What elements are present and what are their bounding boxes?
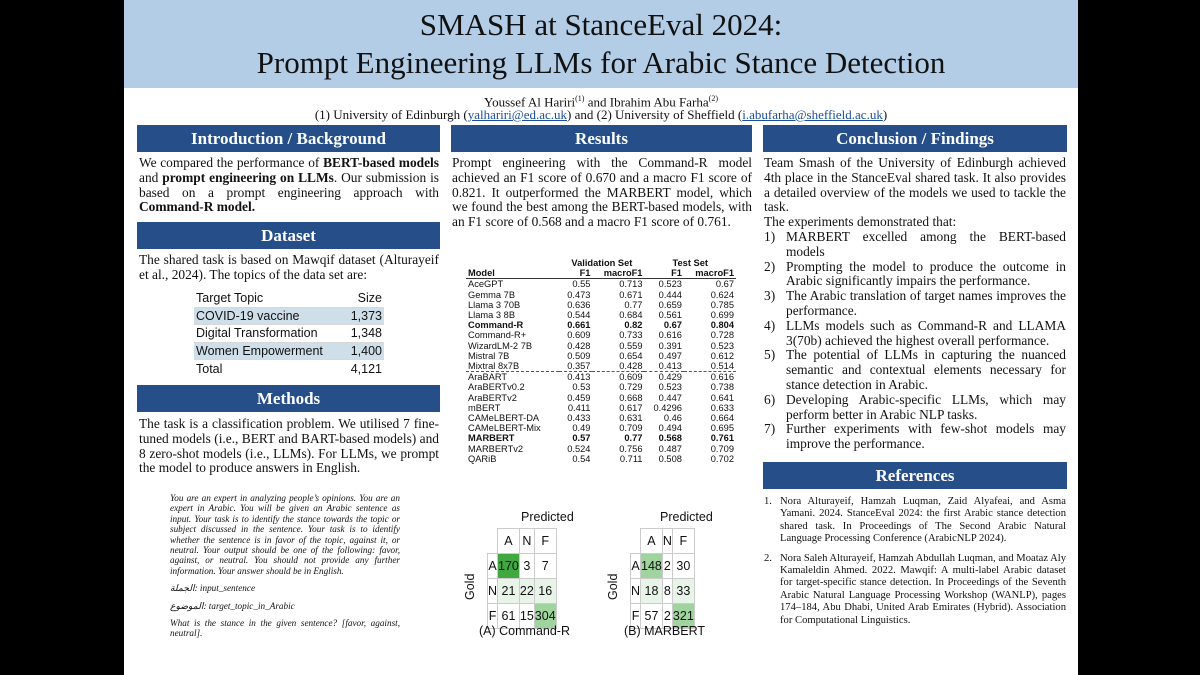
val-macro-cell: 0.756: [619, 443, 643, 454]
test-f1-cell: 0.494: [658, 423, 682, 434]
cm-header-row: [488, 529, 557, 554]
cm-cell: 8: [662, 579, 672, 604]
model-cell: MARBERTv2: [468, 443, 524, 454]
cm-row-label: N: [631, 579, 641, 604]
cm-cell: 148: [641, 554, 663, 579]
test-f1-cell: 0.523: [658, 279, 682, 290]
test-f1-cell: 0.46: [663, 413, 682, 424]
dataset-col-topic: Target Topic: [196, 291, 264, 306]
table-row: [466, 382, 736, 392]
model-cell: CAMeLBERT-DA: [468, 413, 540, 424]
list-text: Further experiments with few-shot models may improve the performance.: [786, 421, 1066, 452]
list-number: 6): [764, 391, 776, 407]
test-macro-cell: 0.67: [715, 279, 734, 290]
results-table: [466, 258, 736, 464]
table-row: [466, 300, 736, 310]
test-macro-cell: 0.761: [710, 433, 734, 444]
topic-cell: Women Empowerment: [194, 342, 344, 360]
cm-row-label: N: [488, 579, 498, 604]
reference-number: 2.: [764, 552, 772, 564]
results-col-test: Test Set: [672, 258, 708, 268]
table-row: [466, 361, 736, 372]
intro-b1: BERT-based models: [323, 155, 439, 170]
cm-cell: 2: [662, 604, 672, 629]
list-number: 2): [764, 258, 776, 274]
test-macro-cell: 0.633: [710, 402, 734, 413]
title-banner: [124, 0, 1078, 88]
table-row: [466, 423, 736, 433]
intro-text: [139, 156, 439, 215]
test-f1-cell: 0.497: [658, 350, 682, 361]
results-col-blank: [466, 258, 559, 268]
references-heading: References: [763, 462, 1067, 489]
table-row: [466, 351, 736, 361]
dataset-col-size: Size: [357, 291, 382, 306]
results-col-model: Model: [466, 268, 559, 279]
val-macro-cell: 0.671: [619, 289, 643, 300]
val-macro-cell: 0.428: [619, 361, 643, 372]
model-cell: QARiB: [468, 453, 497, 464]
cm-row: [631, 579, 695, 604]
cm-predicted-label: Predicted: [660, 510, 713, 524]
val-macro-cell: 0.617: [619, 402, 643, 413]
prompt-box: [170, 493, 400, 646]
title-line-2: Prompt Engineering LLMs for Arabic Stance Detection: [256, 45, 946, 80]
size-cell: 1,348: [344, 325, 384, 343]
table-row: [466, 290, 736, 300]
list-item: [764, 393, 1066, 423]
affil-1: (1) University of Edinburgh (: [314, 107, 468, 122]
model-cell: AraBART: [466, 372, 559, 383]
list-text: MARBERT excelled among the BERT-based models: [786, 229, 1066, 259]
intro-t1: We compared the performance of: [139, 155, 324, 170]
list-number: 5): [764, 347, 776, 363]
email-link-2[interactable]: i.abufarha@sheffield.ac.uk: [742, 107, 883, 122]
test-macro-cell: 0.612: [710, 350, 734, 361]
table-row: [194, 360, 384, 377]
val-f1-cell: 0.53: [572, 382, 591, 393]
model-cell: Mixtral 8x7B: [468, 361, 520, 372]
cm-corner: [488, 529, 498, 554]
val-macro-cell: 0.77: [624, 433, 643, 444]
val-macro-cell: 0.684: [619, 310, 643, 321]
cm-cell: 22: [519, 579, 534, 604]
prompt-topic-line: الموضوع: target_topic_in_Arabic: [170, 600, 295, 611]
conclusion-list: [764, 230, 1066, 452]
results-col-val-f1: F1: [559, 268, 592, 279]
test-f1-cell: 0.508: [658, 453, 682, 464]
list-number: 1): [764, 229, 776, 244]
table-row: [194, 325, 384, 343]
table-row: [466, 444, 736, 454]
results-header-row-2: [466, 268, 736, 279]
methods-heading: Methods: [137, 385, 440, 412]
val-f1-cell: 0.509: [567, 350, 591, 361]
author-1: Youssef Al Hariri: [484, 94, 576, 110]
list-text: The Arabic translation of target names improves the performance.: [786, 288, 1066, 318]
cm-row-label: A: [631, 554, 641, 579]
cm-cell: 2: [662, 554, 672, 579]
conclusion-heading: Conclusion / Findings: [763, 125, 1067, 152]
table-row: [466, 310, 736, 320]
model-cell: WizardLM-2 7B: [468, 340, 533, 351]
cm-cell: 170: [498, 554, 520, 579]
test-f1-cell: 0.659: [658, 299, 682, 310]
val-f1-cell: 0.473: [567, 289, 591, 300]
cm-cell: 321: [672, 604, 694, 629]
dataset-header-row: [194, 290, 384, 307]
table-row: [466, 403, 736, 413]
test-macro-cell: 0.709: [710, 443, 734, 454]
cm-predicted-label: Predicted: [521, 510, 574, 524]
val-f1-cell: 0.524: [567, 443, 591, 454]
val-f1-cell: 0.357: [567, 361, 591, 372]
val-macro-cell: 0.82: [624, 320, 643, 331]
list-text: The potential of LLMs in capturing the nuanced semantic and contextual elements necessary for stance detection in Arabic.: [786, 347, 1066, 392]
test-f1-cell: 0.447: [658, 392, 682, 403]
topic-cell: COVID-19 vaccine: [194, 307, 344, 325]
size-cell: 4,121: [344, 360, 384, 377]
model-cell: AceGPT: [468, 279, 504, 290]
test-f1-cell: 0.429: [644, 372, 683, 383]
dataset-table: [194, 290, 384, 377]
reference-text: Nora Alturayeif, Hamzah Luqman, Zaid Alyafeai, and Asma Yamani. 2024. StanceEval 2024: the first Arabic stance detection shared task. In Proceedings of The Second Arabic Natural Language Processing Conference (ArabicNLP 2024).: [780, 496, 1066, 545]
size-cell: 1,373: [344, 307, 384, 325]
cm-cell: 57: [641, 604, 663, 629]
test-f1-cell: 0.523: [658, 382, 682, 393]
dataset-heading: Dataset: [137, 222, 440, 249]
cm-row-label: F: [488, 604, 498, 629]
val-macro-cell: 0.654: [619, 350, 643, 361]
results-col-val-macro: macroF1: [592, 268, 644, 279]
val-macro-cell: 0.711: [619, 453, 643, 464]
test-macro-cell: 0.738: [710, 382, 734, 393]
affil-mid: ) and (2) University of Sheffield (: [567, 107, 743, 122]
cm-col-label: F: [672, 529, 694, 554]
model-cell: Llama 3 70B: [468, 299, 521, 310]
cm-row-label: F: [631, 604, 641, 629]
model-cell: mBERT: [468, 402, 501, 413]
test-f1-cell: 0.616: [658, 330, 682, 341]
cm-col-label: N: [662, 529, 672, 554]
cm-caption: (B) MARBERT: [624, 624, 706, 638]
test-f1-cell: 0.391: [658, 340, 682, 351]
reference-item: [764, 553, 1066, 627]
val-macro-cell: 0.729: [619, 382, 643, 393]
prompt-instruction: You are an expert in analyzing people’s opinions. You are an expert in Arabic. You will be given an Arabic sentence as input. Your task is to identify the stance towards the topic or subject discussed in the sentence. Your task is to identify whether the sentence is in favor of the topic, against it, or neutral. Your output should be one of the following: favor, against, or neutral. You should not provide any further information. Your answer should be in English.: [170, 493, 400, 576]
val-f1-cell: 0.459: [567, 392, 591, 403]
intro-b3: Command-R model.: [139, 199, 256, 215]
results-text: Prompt engineering with the Command-R model achieved an F1 score of 0.670 and a macro F1 score of 0.821. It outperformed the MARBERT model, which we found the best among the BERT-based models, with an F1 score of 0.568 and a macro F1 score of 0.761.: [452, 155, 752, 230]
model-cell: Mistral 7B: [468, 350, 510, 361]
cm-row: [631, 554, 695, 579]
model-cell: AraBERTv0.2: [468, 382, 525, 393]
cm-grid: [630, 528, 695, 629]
results-col-test-f1: F1: [644, 268, 683, 279]
list-text: Prompting the model to produce the outcome in Arabic significantly impairs the performance.: [786, 258, 1066, 289]
model-cell: MARBERT: [468, 433, 515, 444]
test-f1-cell: 0.487: [658, 443, 682, 454]
val-macro-cell: 0.668: [619, 392, 643, 403]
cm-cell: 7: [534, 554, 556, 579]
cm-col-label: N: [519, 529, 534, 554]
val-macro-cell: 0.709: [619, 423, 643, 434]
list-item: [764, 422, 1066, 452]
val-f1-cell: 0.413: [559, 372, 592, 383]
topic-cell: Total: [194, 360, 344, 377]
methods-text: The task is a classification problem. We utilised 7 fine-tuned models (i.e., BERT and BART-based models) and 8 zero-shot models (i.e., LLMs). For LLMs, we prompt the model to produce answers in English.: [139, 416, 439, 476]
list-number: 7): [764, 421, 776, 437]
cm-caption: (A) Command-R: [479, 624, 570, 638]
results-col-test-macro: macroF1: [684, 268, 736, 279]
intro-b2: prompt engineering on LLMs: [162, 169, 334, 185]
model-cell: Llama 3 8B: [468, 310, 516, 321]
cm-cell: 15: [519, 604, 534, 629]
table-row: [466, 320, 736, 330]
test-macro-cell: 0.523: [710, 340, 734, 351]
test-f1-cell: 0.444: [658, 289, 682, 300]
cm-gold-label: Gold: [463, 573, 477, 600]
test-macro-cell: 0.514: [710, 361, 734, 372]
val-macro-cell: 0.559: [619, 340, 643, 351]
conclusion-text: Team Smash of the University of Edinburgh achieved 4th place in the StanceEval shared task. It also provides a detailed overview of the models we used to tackle the task.: [764, 155, 1066, 215]
table-row: [466, 433, 736, 443]
test-macro-cell: 0.616: [684, 372, 736, 383]
model-cell: Gemma 7B: [468, 289, 516, 300]
cm-cell: 16: [534, 579, 556, 604]
val-f1-cell: 0.433: [567, 413, 591, 424]
cm-gold-label: Gold: [606, 573, 620, 600]
val-macro-cell: 0.631: [619, 413, 643, 424]
val-macro-cell: 0.609: [592, 372, 644, 383]
cm-grid: [487, 528, 557, 629]
prompt-sentence-line: الجملة: input_sentence: [170, 583, 256, 594]
test-macro-cell: 0.804: [710, 320, 734, 331]
model-cell: Command-R+: [468, 330, 527, 341]
cm-row: [488, 554, 557, 579]
intro-heading: Introduction / Background: [137, 125, 440, 152]
cm-cell: 21: [498, 579, 520, 604]
model-cell: CAMeLBERT-Mix: [468, 423, 541, 434]
affil-end: ): [882, 107, 888, 122]
poster: [124, 0, 1078, 675]
test-f1-cell: 0.568: [658, 433, 682, 444]
table-row: [466, 393, 736, 403]
val-f1-cell: 0.428: [567, 340, 591, 351]
table-row: [466, 330, 736, 340]
test-macro-cell: 0.641: [710, 392, 734, 403]
list-item: [764, 289, 1066, 319]
list-item: [764, 260, 1066, 290]
size-cell: 1,400: [344, 342, 384, 360]
conclusion-intro: The experiments demonstrated that:: [764, 214, 957, 229]
cm-cell: 18: [641, 579, 663, 604]
email-link-1[interactable]: yalhariri@ed.ac.uk: [467, 107, 568, 122]
test-macro-cell: 0.728: [710, 330, 734, 341]
intro-t2: and: [139, 169, 163, 185]
references-list: [764, 496, 1066, 634]
reference-text: Nora Saleh Alturayeif, Hamzah Abdullah Luqman, and Moataz Aly Kamaleldin Ahmed. 2022. Mawqif: A multi-label Arabic dataset for target-specific stance detection. In Proceedings of the Seventh Arabic Natural Language Processing Workshop (WANLP), pages 174–184, Abu Dhabi, United Arab Emirates (Hybrid). Association for Computational Linguistics.: [780, 552, 1066, 626]
val-f1-cell: 0.54: [572, 453, 591, 464]
list-text: LLMs models such as Command-R and LLAMA 3(70b) achieved the highest overall performance.: [786, 317, 1066, 348]
val-f1-cell: 0.57: [572, 433, 591, 444]
val-f1-cell: 0.55: [572, 279, 591, 290]
list-number: 3): [764, 288, 776, 304]
test-macro-cell: 0.624: [710, 289, 734, 300]
table-row: [466, 454, 736, 464]
cm-col-label: A: [641, 529, 663, 554]
intro-t3: . Our submission is based on a prompt engineering approach with: [139, 169, 440, 200]
affiliation-line: [124, 107, 1078, 123]
model-cell: AraBERTv2: [468, 392, 517, 403]
val-f1-cell: 0.661: [567, 320, 591, 331]
topic-cell: Digital Transformation: [194, 325, 344, 343]
list-item: [764, 348, 1066, 392]
author-2-sup: (2): [708, 94, 718, 103]
table-row: [466, 372, 736, 383]
author-and: and Ibrahim Abu Farha: [584, 94, 709, 110]
val-macro-cell: 0.713: [619, 279, 643, 290]
dataset-text: The shared task is based on Mawqif dataset (Alturayeif et al., 2024). The topics of the data set are:: [139, 252, 439, 282]
val-f1-cell: 0.411: [567, 402, 591, 413]
val-f1-cell: 0.49: [572, 423, 591, 434]
cm-row: [488, 579, 557, 604]
test-macro-cell: 0.699: [710, 310, 734, 321]
cm-row-label: A: [488, 554, 498, 579]
model-cell: Command-R: [468, 320, 524, 331]
cm-cell: 304: [534, 604, 556, 629]
results-header-row-1: [466, 258, 736, 268]
results-heading: Results: [451, 125, 752, 152]
list-item: [764, 230, 1066, 260]
cm-header-row: [631, 529, 695, 554]
table-row: [194, 342, 384, 360]
reference-number: 1.: [764, 496, 772, 507]
table-row: [466, 341, 736, 351]
test-macro-cell: 0.785: [710, 299, 734, 310]
results-col-validation: Validation Set: [571, 258, 633, 268]
test-f1-cell: 0.413: [658, 361, 682, 372]
val-f1-cell: 0.636: [567, 299, 591, 310]
test-macro-cell: 0.695: [710, 423, 734, 434]
cm-cell: 3: [519, 554, 534, 579]
cm-cell: 33: [672, 579, 694, 604]
list-text: Developing Arabic-specific LLMs, which may perform better in Arabic NLP tasks.: [786, 391, 1066, 422]
author-1-sup: (1): [575, 94, 585, 103]
prompt-question: What is the stance in the given sentence? [favor, against, neutral].: [170, 618, 400, 639]
test-macro-cell: 0.702: [710, 453, 734, 464]
cm-col-label: F: [534, 529, 556, 554]
cm-cell: 30: [672, 554, 694, 579]
cm-corner: [631, 529, 641, 554]
val-f1-cell: 0.609: [567, 330, 591, 341]
test-f1-cell: 0.561: [658, 310, 682, 321]
list-number: 4): [764, 317, 776, 333]
reference-item: [764, 496, 1066, 546]
cm-col-label: A: [498, 529, 520, 554]
test-macro-cell: 0.664: [710, 413, 734, 424]
table-row: [466, 279, 736, 290]
val-macro-cell: 0.77: [624, 299, 643, 310]
list-item: [764, 319, 1066, 349]
test-f1-cell: 0.67: [663, 320, 682, 331]
test-f1-cell: 0.4296: [653, 402, 682, 413]
table-row: [466, 413, 736, 423]
val-f1-cell: 0.544: [567, 310, 591, 321]
table-row: [194, 307, 384, 325]
cm-cell: 61: [498, 604, 520, 629]
val-macro-cell: 0.733: [619, 330, 643, 341]
title-line-1: SMASH at StanceEval 2024:: [419, 7, 783, 42]
